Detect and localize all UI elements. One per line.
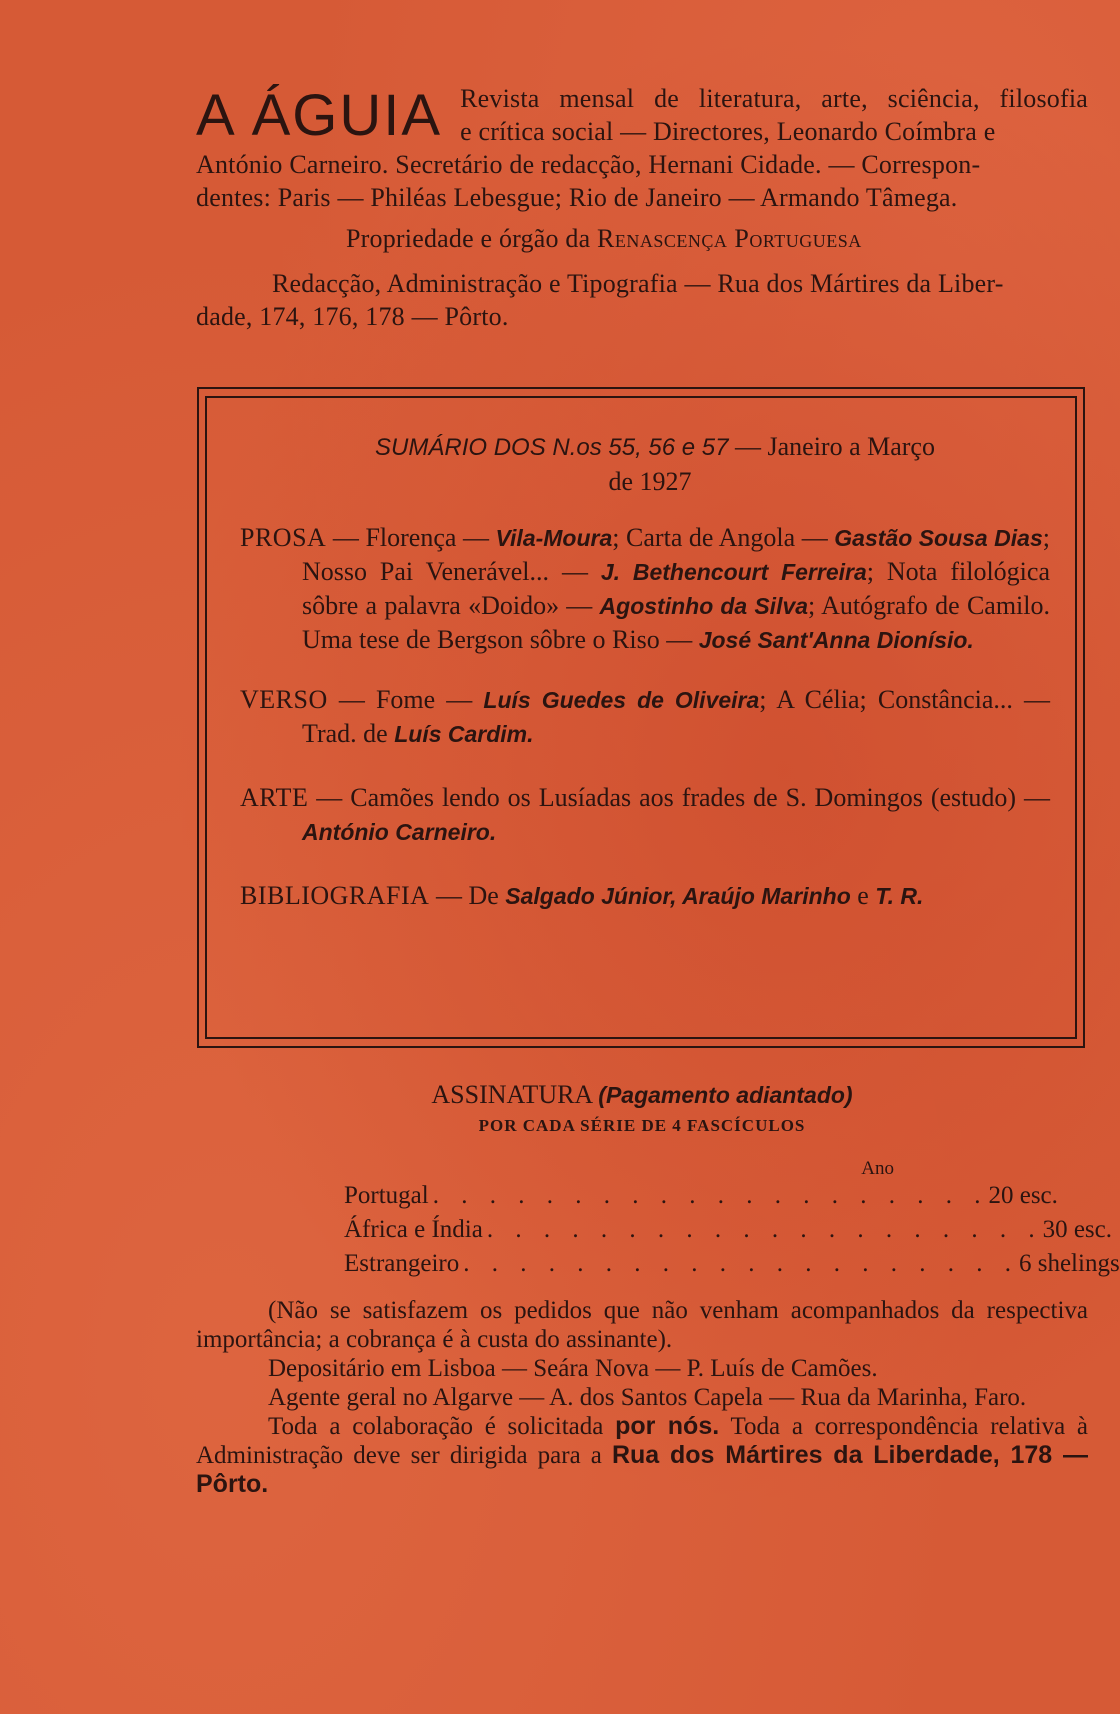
section-tag: ARTE [240,783,309,812]
note-payment: (Não se satisfazem os pedidos que não venham acompanhados da respectiva importância; a cobrança é à custa do assinante). [196,1297,1088,1353]
leader-dots: . . . . . . . . . . . . . . . . . . . . [432,1182,989,1209]
price-region: Estrangeiro [344,1250,460,1277]
price-row [344,1182,1058,1216]
masthead-line-3: António Carneiro. Secretário de redacção, Hernani Cidade. — Correspon- [196,150,981,179]
section-tag: BIBLIOGRAFIA [240,881,430,910]
section-tag: VERSO [240,685,328,714]
price-value: 6 shelings [1018,1250,1120,1277]
section-arte [240,781,1050,849]
note-text: Toda a correspondência relativa à Administração deve ser dirigida para a [196,1413,1089,1469]
author-name: J. Bethencourt Ferreira [600,559,867,585]
section-tag: PROSA [240,523,327,552]
magazine-logo: A ÁGUIA [196,83,443,148]
note-address: Rua dos Mártires da Liberdade, 178 — Pôrto. [196,1441,1088,1498]
price-region: Portugal [344,1182,429,1209]
price-row [344,1250,1120,1284]
note-agent: Agente geral no Algarve — A. dos Santos Capela — Rua da Marinha, Faro. [268,1384,1027,1411]
price-row [344,1216,1112,1250]
notes-block [196,1296,1088,1499]
entry-text: — Florença — [326,523,496,552]
entry-text: ; Carta de Angola — [612,523,835,552]
entry-text: — De [429,881,506,910]
entry-text: ; Autógrafo de Camilo. Uma tese de Bergson sôbre o Riso — [302,591,1050,654]
subscription-block [196,1078,1120,1277]
entry-text: ; A Célia; Constância... — Trad. de [302,685,1050,748]
section-verso [240,683,1050,751]
entry-text: ; Nosso Pai Venerável... — [302,523,1050,586]
subscription-title [196,1078,1088,1112]
price-value: 30 esc. [1042,1216,1112,1243]
summary-heading-italic: SUMÁRIO DOS N.os 55, 56 e 57 [375,434,729,461]
author-name: Agostinho da Silva [599,593,809,619]
summary-heading [240,430,1050,499]
subscription-title-note: (Pagamento adiantado) [598,1082,853,1108]
author-name: Luís Cardim. [394,721,534,747]
leader-dots: . . . . . . . . . . . . . . . . . . . . [486,1216,1043,1243]
subscription-subtitle: POR CADA SÉRIE DE 4 FASCÍCULOS [478,1116,806,1135]
address-line-2: dade, 174, 176, 178 — Pôrto. [196,302,509,331]
address-line-1: Redacção, Administração e Tipografia — Rua dos Mártires da Liber- [272,269,1004,298]
masthead [196,82,1088,333]
publisher-name: Renascença Portuguesa [597,224,862,253]
author-name: Luís Guedes de Oliveira [483,687,760,713]
author-name: Vila-Moura [495,525,613,551]
author-name: José Sant'Anna Dionísio. [698,627,974,653]
entry-text: — Fome — [327,685,484,714]
entry-text: e [850,881,876,910]
author-name: T. R. [875,883,924,909]
summary-contents [240,430,1050,913]
section-bibliografia [240,879,1050,913]
entry-text: — Camões lendo os Lusíadas aos frades de S. Domingos (estudo) — [308,783,1050,812]
subscription-title-text: ASSINATURA [431,1080,592,1109]
summary-heading-dates: — Janeiro a Março [728,432,935,461]
ownership-line [196,222,1088,255]
masthead-line-2: e crítica social — Directores, Leonardo Coímbra e [460,117,996,146]
price-table [344,1158,1120,1284]
author-name: Salgado Júnior, Araújo Marinho [505,883,851,909]
entry-text: ; Nota filológica sôbre a palavra «Doido» — [302,557,1050,620]
price-region: África e Índia [344,1216,483,1243]
price-value: 20 esc. [988,1182,1058,1209]
leader-dots: . . . . . . . . . . . . . . . . . . . . [463,1250,1019,1277]
masthead-line-4: dentes: Paris — Philéas Lebesgue; Rio de Janeiro — Armando Tâmega. [196,183,958,212]
ownership-prefix: Propriedade e órgão da [346,224,591,253]
section-prosa [240,521,1050,657]
note-text: Toda a colaboração é solicitada [268,1413,616,1440]
author-name: António Carneiro. [302,819,497,845]
price-column-header: Ano [861,1158,894,1179]
note-emphasis: por nós. [615,1412,720,1440]
note-depositary: Depositário em Lisboa — Seára Nova — P. Luís de Camões. [268,1355,878,1382]
note-correspondence [196,1412,1088,1499]
summary-heading-year: de 1927 [608,467,692,496]
masthead-line-1: Revista mensal de literatura, arte, sciência, filosofia [460,84,1088,113]
author-name: Gastão Sousa Dias [834,525,1043,551]
